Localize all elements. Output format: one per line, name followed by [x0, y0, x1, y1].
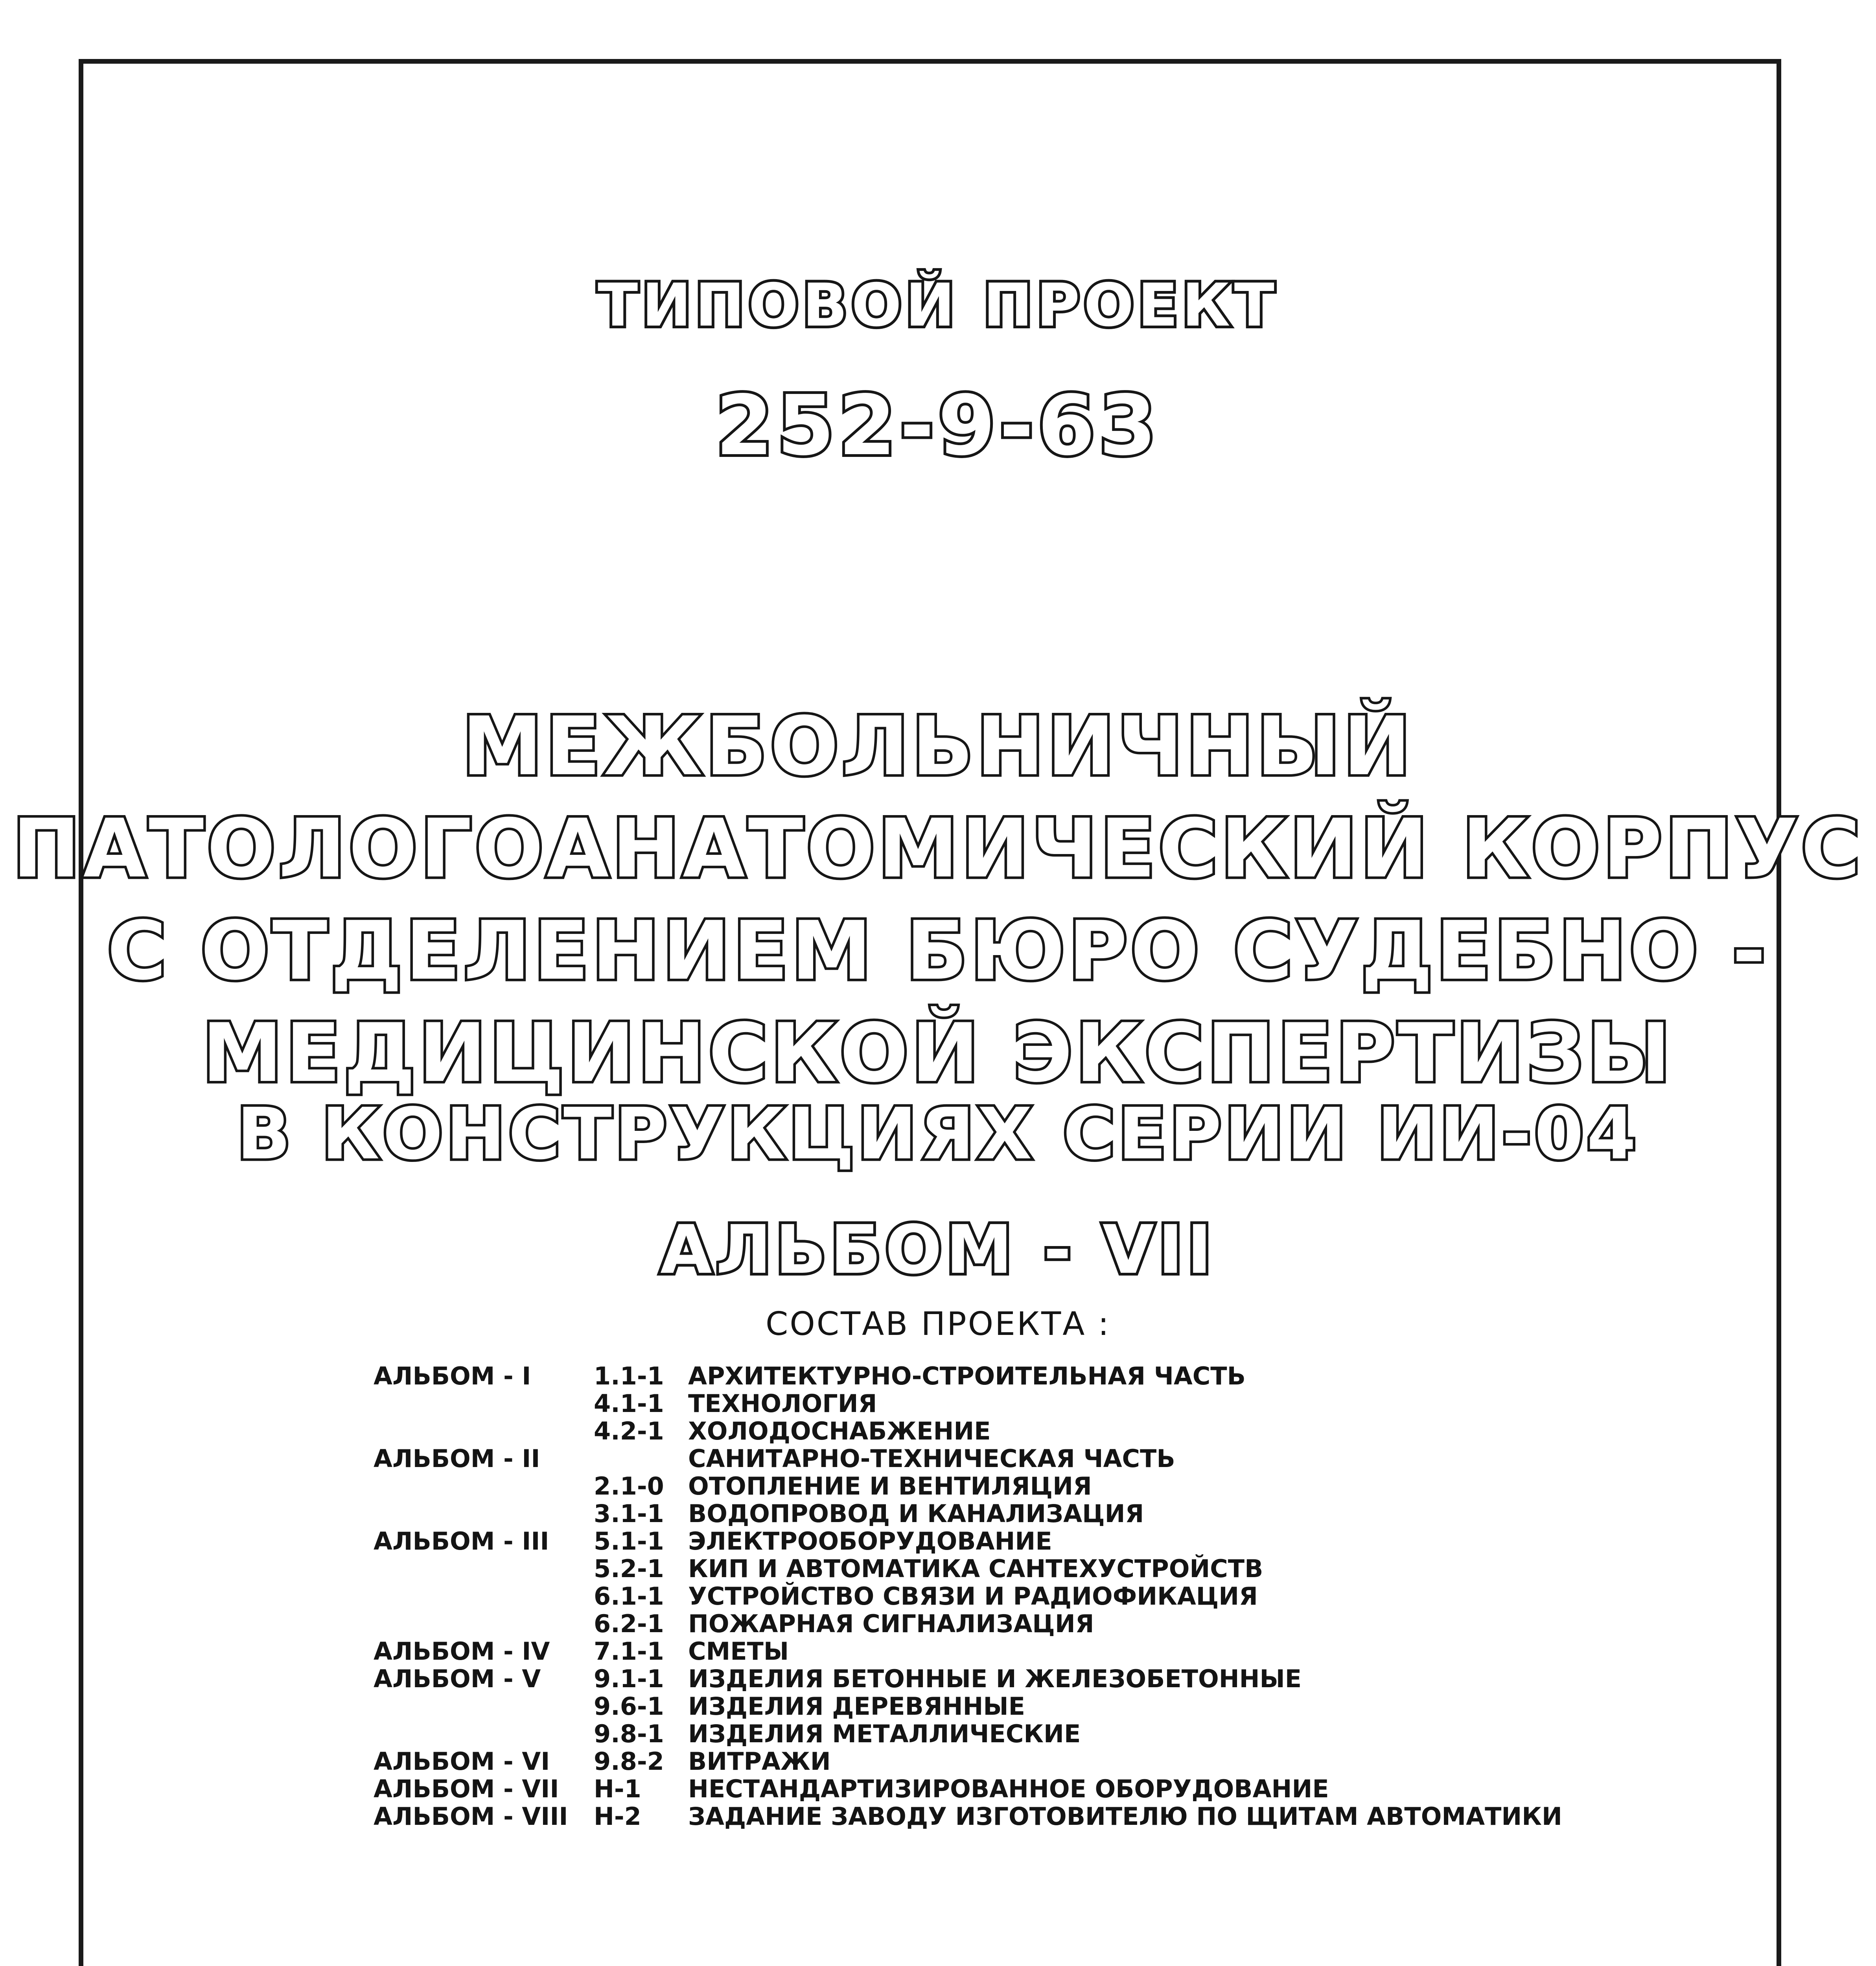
- composition-code: Н-2: [594, 1802, 641, 1831]
- composition-desc: ТЕХНОЛОГИЯ: [688, 1389, 877, 1418]
- composition-album: АЛЬБОМ - VIII: [374, 1802, 568, 1831]
- composition-code: 4.2-1: [594, 1417, 664, 1445]
- composition-code: 9.8-1: [594, 1719, 664, 1748]
- composition-desc: ОТОПЛЕНИЕ И ВЕНТИЛЯЦИЯ: [688, 1472, 1092, 1500]
- composition-code: 9.8-2: [594, 1747, 664, 1776]
- composition-code: 3.1-1: [594, 1499, 664, 1528]
- composition-album: АЛЬБОМ - II: [374, 1444, 540, 1473]
- title-line-3: С ОТДЕЛЕНИЕМ БЮРО СУДЕБНО -: [107, 904, 1769, 998]
- composition-album: АЛЬБОМ - III: [374, 1527, 549, 1555]
- composition-code: Н-1: [594, 1775, 641, 1803]
- composition-desc: СМЕТЫ: [688, 1637, 789, 1666]
- composition-album: АЛЬБОМ - VI: [374, 1747, 550, 1776]
- composition-desc: ИЗДЕЛИЯ МЕТАЛЛИЧЕСКИЕ: [688, 1719, 1081, 1748]
- composition-album: АЛЬБОМ - VII: [374, 1775, 559, 1803]
- composition-desc: ИЗДЕЛИЯ БЕТОННЫЕ И ЖЕЛЕЗОБЕТОННЫЕ: [688, 1664, 1302, 1693]
- composition-desc: ЗАДАНИЕ ЗАВОДУ ИЗГОТОВИТЕЛЮ ПО ЩИТАМ АВТОМАТИКИ: [688, 1802, 1562, 1831]
- composition-album: АЛЬБОМ - V: [374, 1664, 541, 1693]
- title-line-4: МЕДИЦИНСКОЙ ЭКСПЕРТИЗЫ: [202, 1007, 1674, 1100]
- title-line-2: ПАТОЛОГОАНАТОМИЧЕСКИЙ КОРПУС: [13, 802, 1863, 896]
- composition-code: 9.1-1: [594, 1664, 664, 1693]
- project-number: 252-9-63: [715, 377, 1161, 474]
- composition-code: 7.1-1: [594, 1637, 664, 1666]
- composition-code: 5.1-1: [594, 1527, 664, 1555]
- composition-desc: ВОДОПРОВОД И КАНАЛИЗАЦИЯ: [688, 1499, 1144, 1528]
- composition-desc: ХОЛОДОСНАБЖЕНИЕ: [688, 1417, 991, 1445]
- composition-album: АЛЬБОМ - IV: [374, 1637, 550, 1666]
- title-line-5: В КОНСТРУКЦИЯХ СЕРИИ ИИ-04: [237, 1093, 1639, 1175]
- title-line-1: МЕЖБОЛЬНИЧНЫЙ: [462, 700, 1414, 793]
- album-heading: АЛЬБОМ - VII: [660, 1211, 1216, 1289]
- composition-desc: НЕСТАНДАРТИЗИРОВАННОЕ ОБОРУДОВАНИЕ: [688, 1775, 1329, 1803]
- composition-code: 9.6-1: [594, 1692, 664, 1721]
- composition-code: 1.1-1: [594, 1362, 664, 1390]
- composition-code: 4.1-1: [594, 1389, 664, 1418]
- composition-code: 6.1-1: [594, 1582, 664, 1611]
- composition-code: 6.2-1: [594, 1609, 664, 1638]
- composition-desc: ИЗДЕЛИЯ ДЕРЕВЯННЫЕ: [688, 1692, 1025, 1721]
- composition-title: СОСТАВ ПРОЕКТА :: [765, 1305, 1111, 1343]
- composition-desc: ВИТРАЖИ: [688, 1747, 831, 1776]
- composition-desc: САНИТАРНО-ТЕХНИЧЕСКАЯ ЧАСТЬ: [688, 1444, 1175, 1473]
- composition-album: АЛЬБОМ - I: [374, 1362, 531, 1390]
- project-kind: ТИПОВОЙ ПРОЕКТ: [598, 271, 1278, 340]
- composition-desc: УСТРОЙСТВО СВЯЗИ И РАДИОФИКАЦИЯ: [688, 1582, 1258, 1611]
- composition-code: 5.2-1: [594, 1554, 664, 1583]
- composition-desc: АРХИТЕКТУРНО-СТРОИТЕЛЬНАЯ ЧАСТЬ: [688, 1362, 1246, 1390]
- composition-desc: ПОЖАРНАЯ СИГНАЛИЗАЦИЯ: [688, 1609, 1094, 1638]
- composition-code: 2.1-0: [594, 1472, 664, 1500]
- composition-desc: КИП И АВТОМАТИКА САНТЕХУСТРОЙСТВ: [688, 1554, 1263, 1583]
- composition-desc: ЭЛЕКТРООБОРУДОВАНИЕ: [688, 1527, 1052, 1555]
